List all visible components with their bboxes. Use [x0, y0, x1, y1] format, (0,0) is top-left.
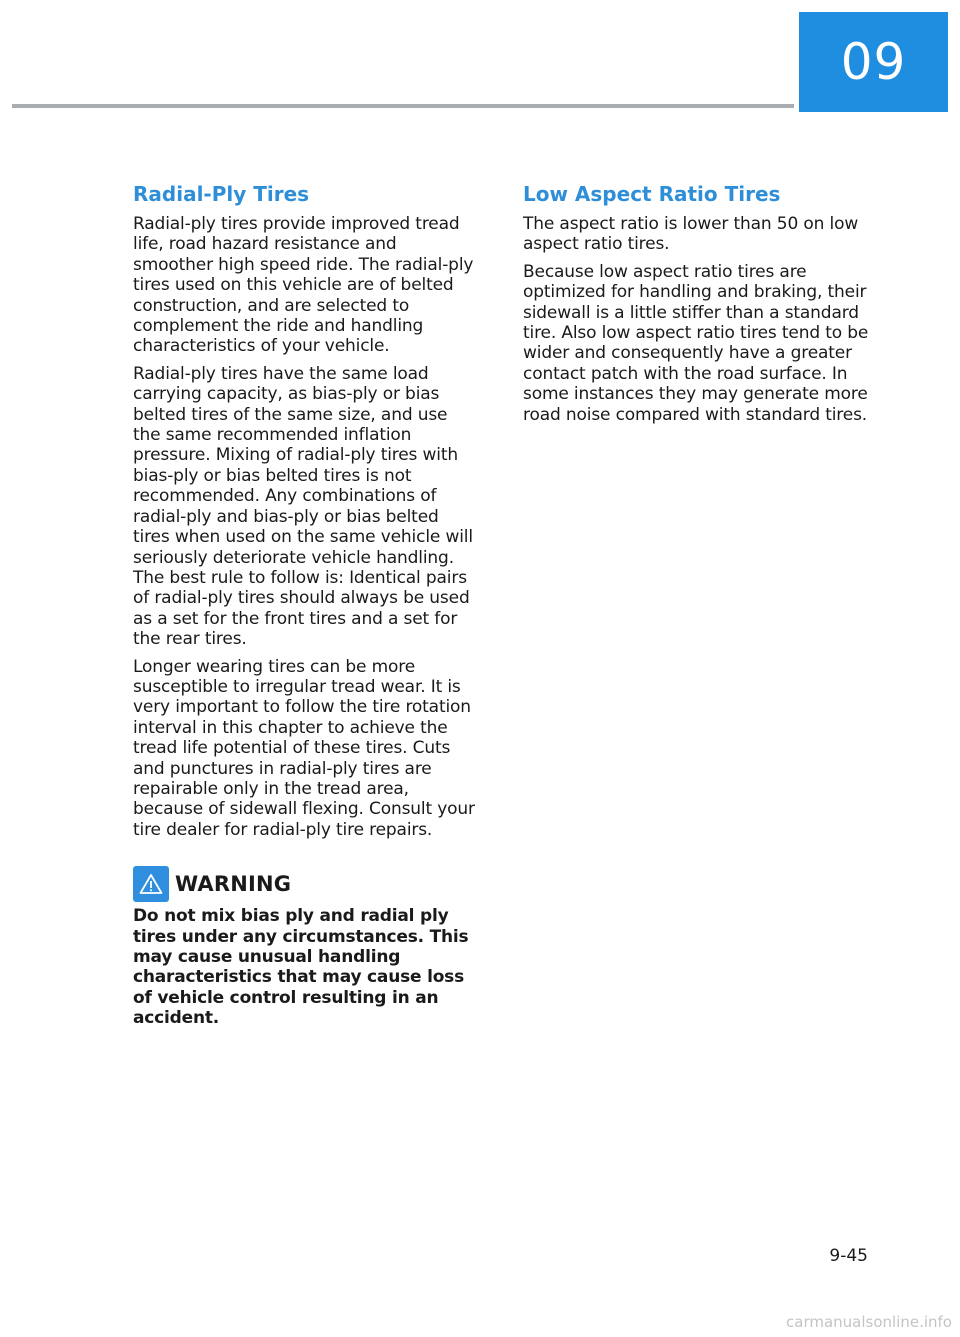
page-number: 9-45 — [829, 1246, 868, 1266]
paragraph: Radial-ply tires have the same load carrying capacity, as bias-ply or bias belted tires of the same size, and use the same recommended inflation pressure. Mixing of radial-ply tires with bias-ply or bias belted tires is not recommended. Any combinations of radial-ply and bias-ply or bias belted tires when used on the same vehicle will seriously deteriorate vehicle handling. The best rule to follow is: Identical pairs of radial-ply tires should always be used as a set for the front tires and a set for the rear tires. — [133, 363, 473, 650]
watermark: carmanualsonline.info — [786, 1313, 952, 1331]
warning-label: WARNING — [175, 872, 292, 897]
paragraph: The aspect ratio is lower than 50 on low aspect ratio tires. — [523, 214, 859, 255]
chapter-tab: 09 — [799, 12, 948, 112]
warning-text: Do not mix bias ply and radial ply tires under any circumstances. This may cause unusual handling characteristics that may cause loss of vehicle control resulting in an accident. — [133, 906, 469, 1029]
warning-box — [133, 866, 479, 1028]
paragraph: Longer wearing tires can be more susceptible to irregular tread wear. It is very important to follow the tire rotation interval in this chapter to achieve the tread life potential of these tires. Cuts and punctures in radial-ply tires are repairable only in the tread area, because of sidewall flexing. Consult your tire dealer for radial-ply tire repairs. — [133, 656, 475, 840]
right-column — [523, 180, 873, 432]
header-rule — [12, 104, 794, 108]
warning-title — [133, 866, 479, 902]
paragraph: Radial-ply tires provide improved tread life, road hazard resistance and smoother high speed ride. The radial-ply tires used on this vehicle are of belted construction, and are selected to complement the ride and handling characteristics of your vehicle. — [133, 214, 474, 357]
section-heading-low-aspect: Low Aspect Ratio Tires — [523, 182, 781, 206]
warning-triangle-icon — [133, 866, 169, 902]
paragraph: Because low aspect ratio tires are optimized for handling and braking, their sidewall is a little stiffer than a standard tire. Also low aspect ratio tires tend to be wider and consequently have a greater contact patch with the road surface. In some instances they may generate more road noise compared with standard tires. — [523, 261, 869, 425]
section-heading-radial-ply: Radial-Ply Tires — [133, 182, 310, 206]
left-column — [133, 180, 479, 1029]
